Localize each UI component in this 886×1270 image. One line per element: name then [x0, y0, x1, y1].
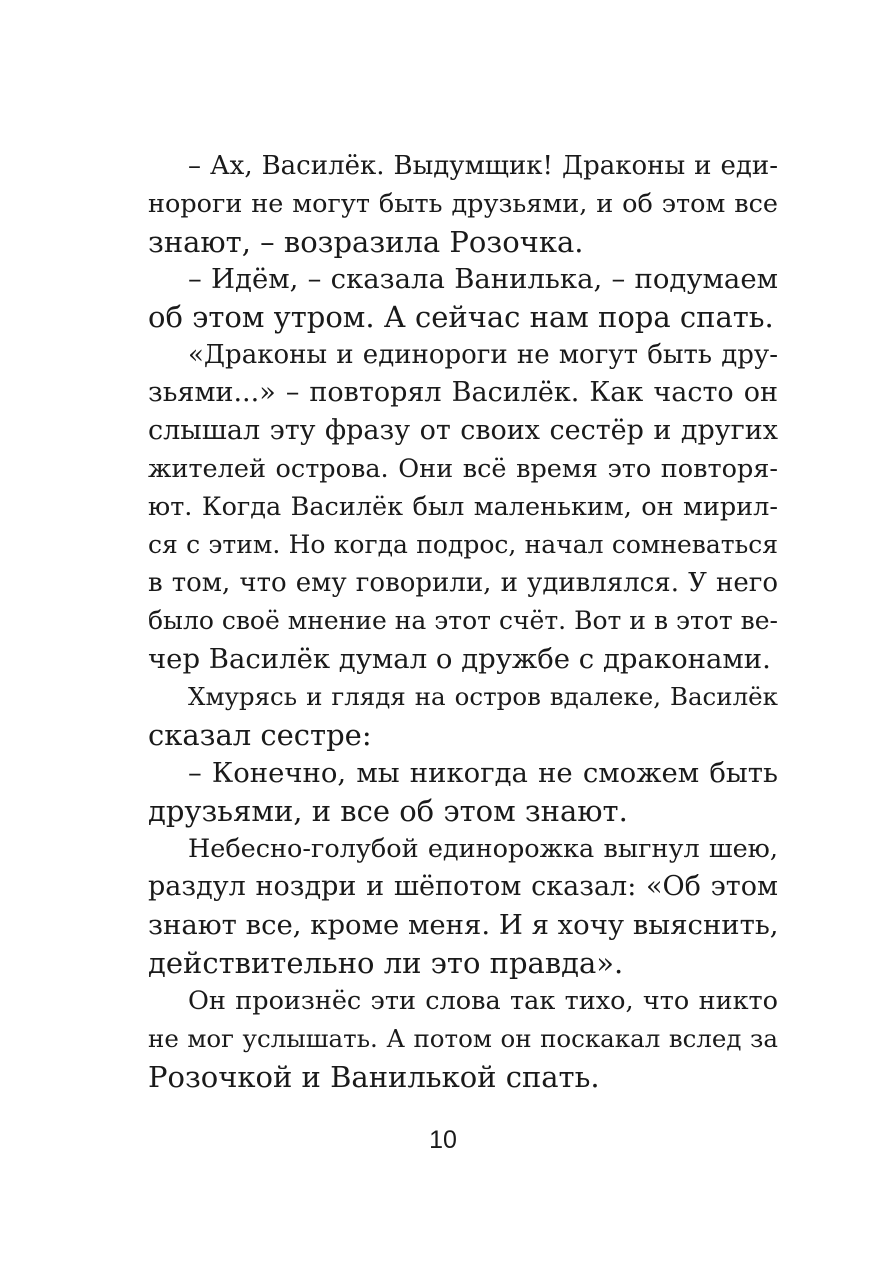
- text-line: не мог услышать. А потом он поскакал вслед за: [148, 1024, 778, 1053]
- text-line: действительно ли это правда».: [148, 946, 624, 980]
- text-line: слышал эту фразу от своих сестёр и других: [148, 415, 778, 446]
- text-line: сказал сестре:: [148, 718, 372, 752]
- text-line: – Конечно, мы никогда не сможем быть: [188, 757, 778, 789]
- text-line: Небесно-голубой единорожка выгнул шею,: [188, 834, 778, 864]
- text-line: знают все, кроме меня. И я хочу выяснить,: [148, 909, 779, 941]
- text-line: – Идём, – сказала Ванилька, – подумаем: [188, 263, 778, 295]
- text-line: ют. Когда Василёк был маленьким, он мирил-: [148, 492, 778, 522]
- text-line: Розочкой и Ванилькой спать.: [148, 1060, 600, 1094]
- text-line: знают, – возразила Розочка.: [148, 225, 584, 259]
- text-line: друзьями, и все об этом знают.: [148, 794, 628, 828]
- text-line: нороги не могут быть друзьями, и об этом все: [148, 189, 778, 219]
- text-line: Хмурясь и глядя на остров вдалеке, Василёк: [188, 682, 778, 711]
- page-number: 10: [429, 1126, 457, 1154]
- text-line: жителей острова. Они всё время это повторя-: [148, 454, 778, 484]
- text-line: было своё мнение на этот счёт. Вот и в этот ве-: [148, 606, 778, 635]
- text-line: Он произнёс эти слова так тихо, что никто: [188, 986, 778, 1016]
- text-line: «Драконы и единороги не могут быть дру-: [188, 340, 778, 370]
- text-line: ся с этим. Но когда подрос, начал сомневаться: [148, 530, 778, 559]
- text-line: зьями...» – повторял Василёк. Как часто он: [148, 377, 778, 408]
- text-line: – Ах, Василёк. Выдумщик! Драконы и еди-: [188, 151, 778, 181]
- text-line: чер Василёк думал о дружбе с драконами.: [148, 643, 771, 675]
- text-line: об этом утром. А сейчас нам пора спать.: [148, 300, 774, 334]
- text-line: в том, что ему говорили, и удивлялся. У него: [148, 568, 778, 598]
- text-line: раздул ноздри и шёпотом сказал: «Об этом: [148, 871, 778, 902]
